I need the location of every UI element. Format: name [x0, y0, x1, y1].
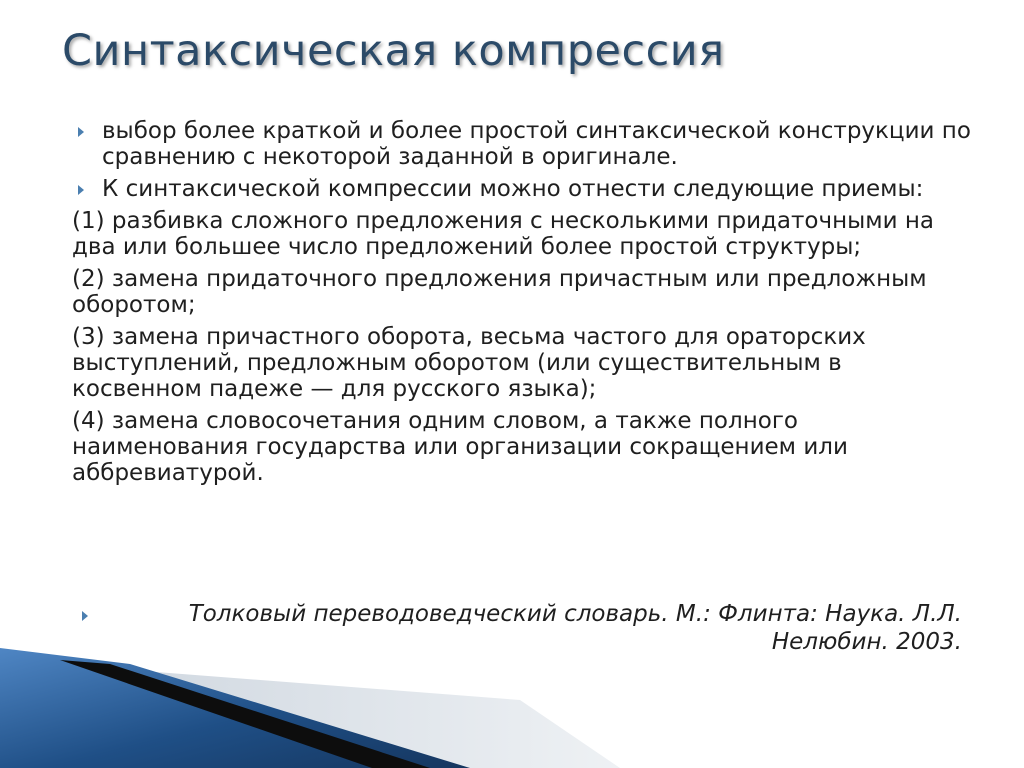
technique-paragraph: (4) замена словосочетания одним словом, а также полного наименования государства или организации сокращением или аббревиатурой. [72, 408, 848, 486]
bullet-text: выбор более краткой и более простой синтаксической конструкции по сравнению с некоторой заданной в оригинале. [102, 118, 971, 170]
technique-paragraph: (3) замена причастного оборота, весьма частого для ораторских выступлений, предложным оборотом (или существительным в косвенном падеже — для русского языка); [72, 324, 866, 402]
bullet-item [72, 118, 972, 170]
citation [80, 600, 962, 656]
decor-grey-band [0, 660, 620, 768]
decor-dark-stripe [60, 660, 430, 768]
bullet-text: К синтаксической компрессии можно отнести следующие приемы: [102, 176, 924, 202]
citation-text: Толковый переводоведческий словарь. М.: Флинта: Наука. Л.Л. Нелюбин. 2003. [188, 601, 962, 655]
slide-content [72, 118, 972, 492]
technique-paragraph: (1) разбивка сложного предложения с несколькими придаточными на два или большее число предложений более простой структуры; [72, 208, 935, 260]
triangle-bullet-icon [78, 185, 84, 195]
slide-title: Синтаксическая компрессия [62, 26, 725, 76]
triangle-bullet-icon [78, 127, 84, 137]
triangle-bullet-icon [82, 611, 88, 621]
technique-paragraph: (2) замена придаточного предложения причастным или предложным оборотом; [72, 266, 927, 318]
decor-blue-band [0, 648, 470, 768]
bullet-item [72, 176, 972, 202]
